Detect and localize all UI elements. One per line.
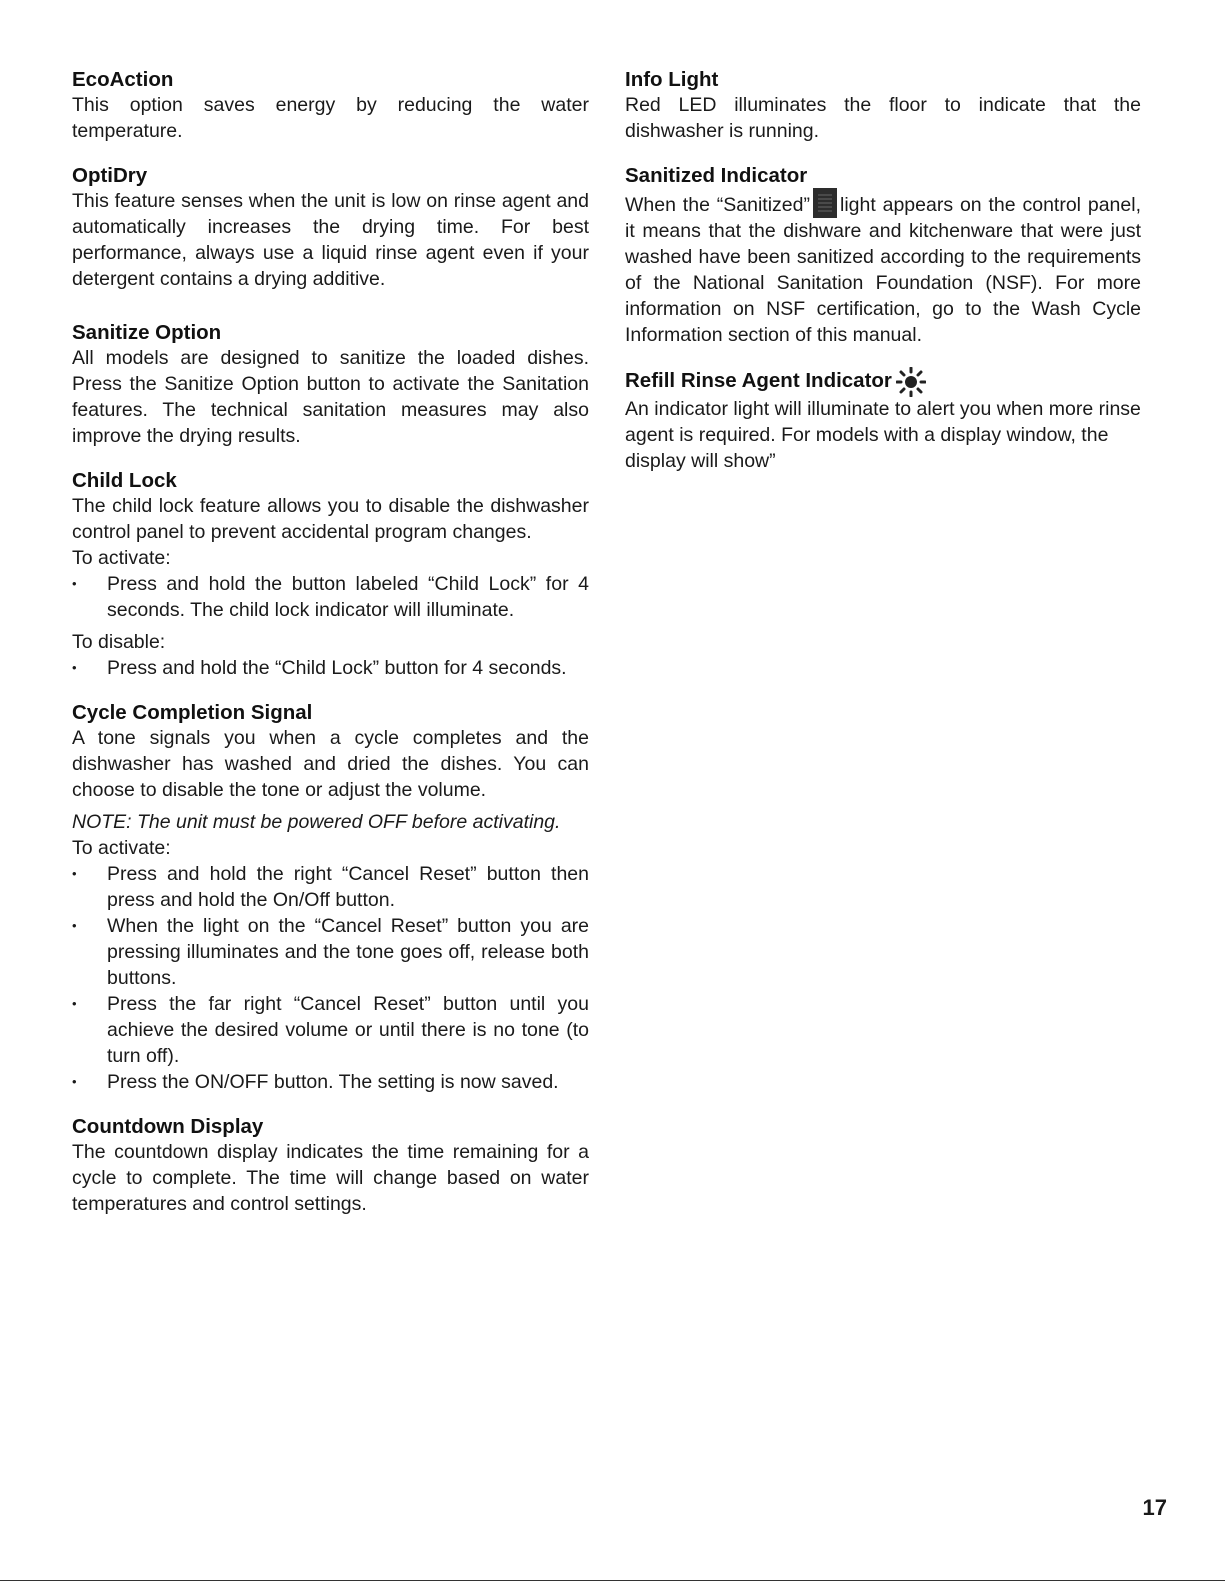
- label-cycle-activate: To activate:: [72, 837, 171, 859]
- heading-optidry: OptiDry: [72, 164, 148, 187]
- section-optidry: [72, 162, 589, 292]
- section-countdown-display: [72, 1113, 589, 1217]
- heading-info-light: Info Light: [625, 68, 719, 91]
- heading-sanitize-option: Sanitize Option: [72, 321, 222, 344]
- section-sanitized-indicator: [625, 162, 1141, 348]
- label-child-lock-activate: To activate:: [72, 547, 171, 569]
- text-sanitized-indicator: [625, 188, 1141, 348]
- heading-refill-rinse-agent-text: Refill Rinse Agent Indicator: [625, 369, 892, 392]
- section-sanitize-option: [72, 319, 589, 449]
- text-refill-rinse-agent: An indicator light will illuminate to alert you when more rinse agent is required. For models with a display window, the display will show”: [625, 398, 1141, 472]
- section-ecoaction: [72, 66, 589, 144]
- list-cycle-activate: [72, 861, 589, 1095]
- page-number: 17: [1142, 1495, 1167, 1520]
- heading-refill-rinse-agent: [625, 367, 1141, 397]
- text-info-light: Red LED illuminates the floor to indicate that the dishwasher is running.: [625, 94, 1141, 142]
- list-item: • Press and hold the right “Cancel Reset” button then press and hold the On/Off button.: [72, 861, 589, 913]
- rinse-agent-sun-icon: [896, 367, 926, 397]
- list-item: • Press the ON/OFF button. The setting is now saved.: [72, 1069, 589, 1095]
- section-child-lock: [72, 467, 589, 681]
- label-child-lock-disable: To disable:: [72, 631, 166, 653]
- text-ecoaction: This option saves energy by reducing the water temperature.: [72, 94, 589, 142]
- list-child-lock-disable: [72, 655, 589, 681]
- right-column: [625, 66, 1141, 492]
- text-optidry: This feature senses when the unit is low on rinse agent and automatically increases the drying time. For best performance, always use a liquid rinse agent even if your detergent contains a drying additive.: [72, 190, 589, 290]
- list-item: • When the light on the “Cancel Reset” button you are pressing illuminates and the tone goes off, release both buttons.: [72, 913, 589, 991]
- list-item: • Press the far right “Cancel Reset” button until you achieve the desired volume or until there is no tone (to turn off).: [72, 991, 589, 1069]
- heading-cycle-completion-signal: Cycle Completion Signal: [72, 701, 313, 724]
- text-sanitize-option: All models are designed to sanitize the loaded dishes. Press the Sanitize Option button to activate the Sanitation features. The technical sanitation measures may also improve the drying results.: [72, 347, 589, 447]
- section-cycle-completion-signal: [72, 699, 589, 1095]
- heading-child-lock: Child Lock: [72, 469, 177, 492]
- text-countdown-display: The countdown display indicates the time remaining for a cycle to complete. The time will change based on water temperatures and control settings.: [72, 1141, 589, 1215]
- heading-sanitized-indicator: Sanitized Indicator: [625, 164, 808, 187]
- heading-ecoaction: EcoAction: [72, 68, 174, 91]
- text-sanitized-after: light appears on the control panel, it means that the dishware and kitchenware that were just washed have been sanitized according to the requirements of the National Sanitation Foundation (NSF). For more information on NSF certification, go to the Wash Cycle Information section of this manual.: [625, 194, 1141, 346]
- section-info-light: [625, 66, 1141, 144]
- bottom-rule: [0, 1580, 1225, 1581]
- sanitized-indicator-icon: [813, 188, 837, 218]
- text-cycle-completion-signal: A tone signals you when a cycle completes and the dishwasher has washed and dried the dishes. You can choose to disable the tone or adjust the volume.: [72, 727, 589, 801]
- list-child-lock-activate: [72, 571, 589, 623]
- list-item: • Press and hold the button labeled “Child Lock” for 4 seconds. The child lock indicator will illuminate.: [72, 571, 589, 623]
- list-item: • Press and hold the “Child Lock” button for 4 seconds.: [72, 655, 589, 681]
- section-refill-rinse-agent: [625, 366, 1141, 474]
- text-sanitized-before: When the “Sanitized”: [625, 194, 810, 216]
- text-child-lock: The child lock feature allows you to disable the dishwasher control panel to prevent accidental program changes.: [72, 495, 589, 543]
- heading-countdown-display: Countdown Display: [72, 1115, 264, 1138]
- note-cycle-completion-signal: NOTE: The unit must be powered OFF before activating.: [72, 811, 561, 833]
- left-column: [72, 66, 589, 1235]
